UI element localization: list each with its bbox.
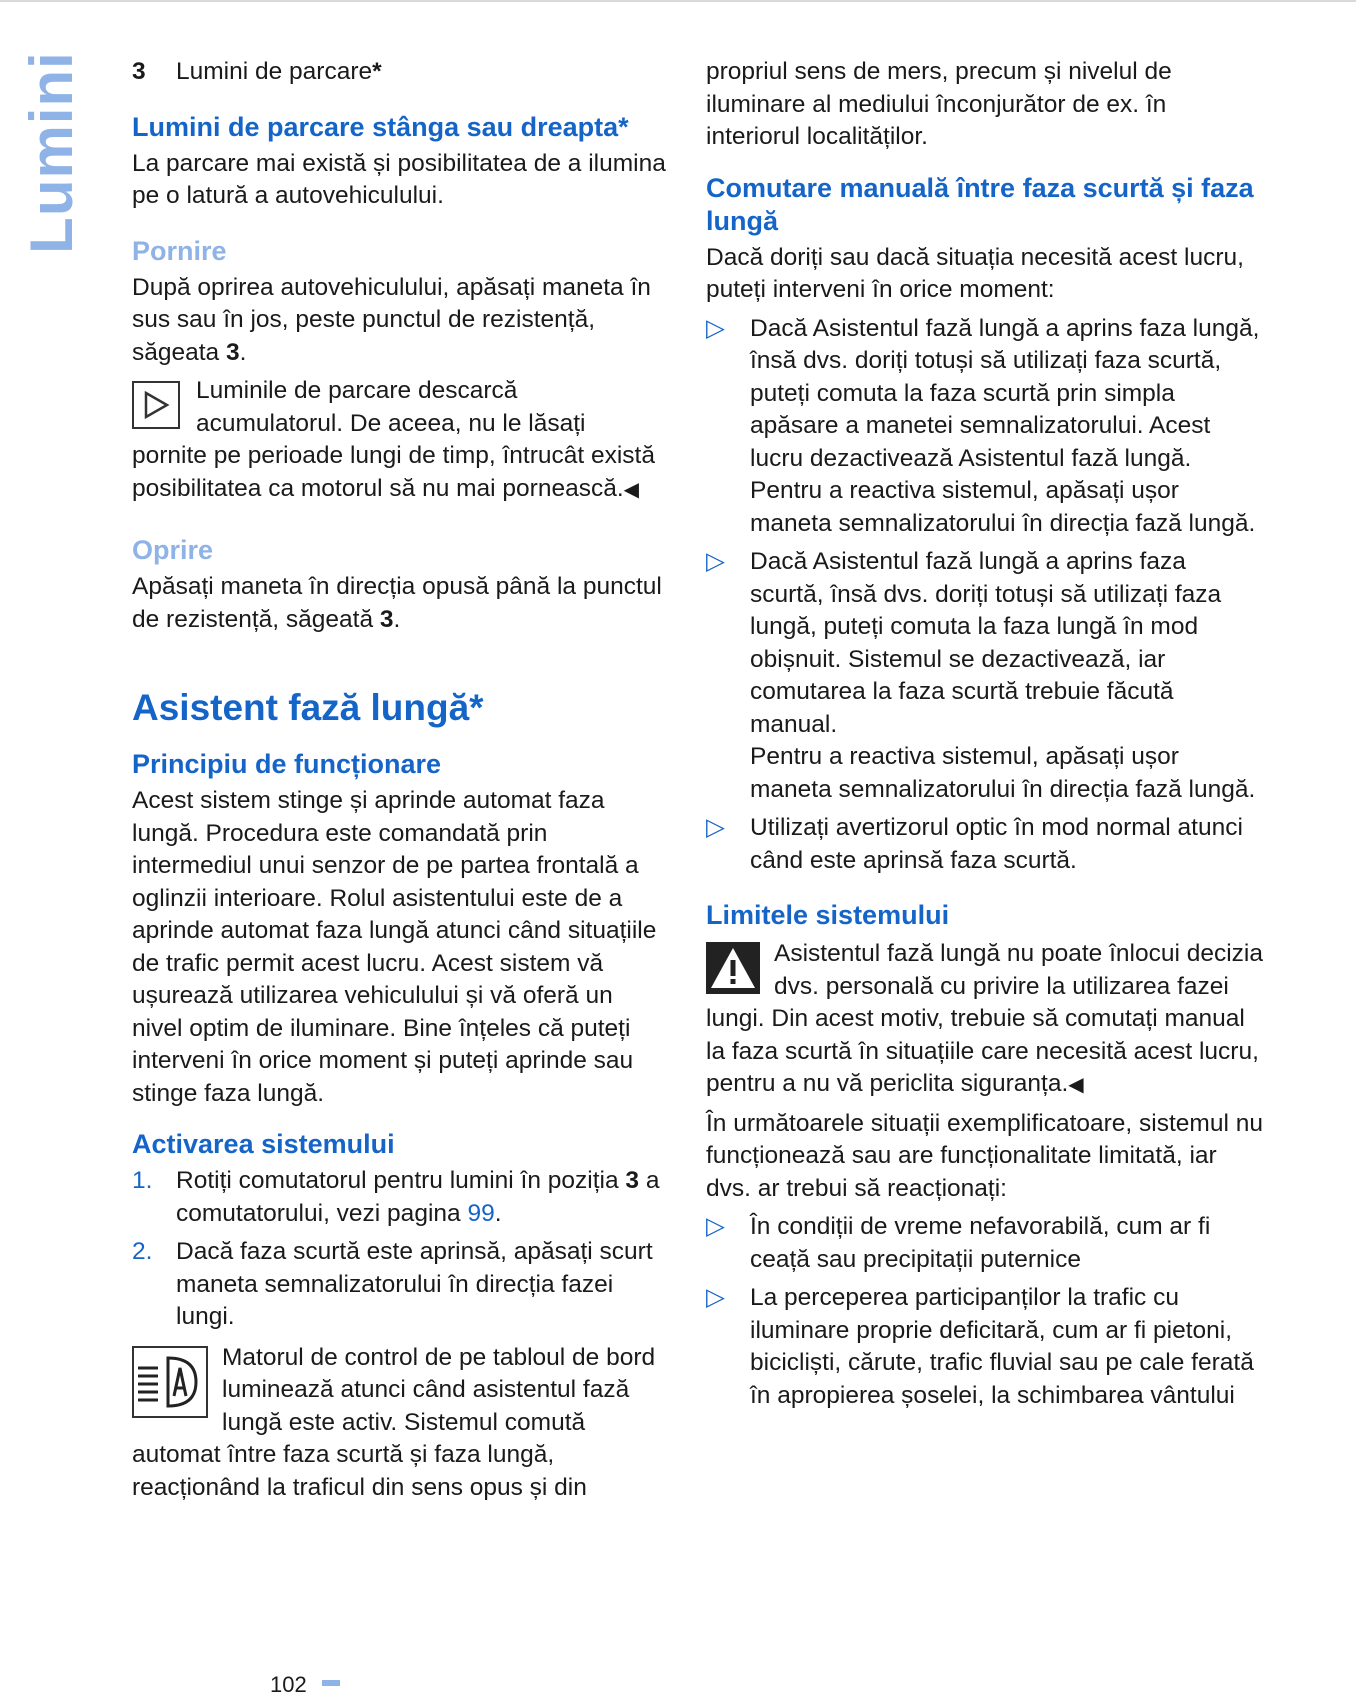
section-title-comutare: Comutare manuală între faza scurtă și faza lungă xyxy=(706,172,1254,236)
section-title-pornire: Pornire xyxy=(132,235,227,266)
page-link[interactable]: 99 xyxy=(467,1199,495,1227)
parking-side-text: La parcare mai există și posibilitatea de a ilumina pe o latură a autovehiculului. xyxy=(132,149,666,209)
note-parking-lights: Luminile de parcare descarcă acumulatorul. De aceea, nu le lăsați pornite pe perioade lungi de timp, întrucât există posibilitatea ca motorul să nu mai pornească.◀ xyxy=(132,377,655,502)
right-column xyxy=(706,56,1266,1412)
warning-note: Asistentul fază lungă nu poate înlocui decizia dvs. personală cu privire la utilizarea fazei lungi. Din acest motiv, trebuie să comutați manual la faza scurtă în situațiile care necesită acest lucru, pentru a nu vă periclita siguranța.◀ xyxy=(706,940,1263,1097)
end-mark-icon: ◀ xyxy=(623,478,640,501)
end-mark-icon: ◀ xyxy=(1068,1074,1084,1096)
section-title-activare: Activarea sistemului xyxy=(132,1129,395,1159)
chapter-tab xyxy=(17,50,85,254)
list-item: ▷ Dacă Asistentul fază lungă a aprins faza lungă, însă dvs. doriți totuși să utilizați faza scurtă, puteți comuta la faza scurtă prin simpla apăsare a manetei semnalizatorului. Acest lucru dezactivează Asistentul fază lungă. Pentru a reactiva sistemul, apăsați ușor maneta semnalizatorului în direcția fază lungă. xyxy=(706,313,1266,541)
pornire-text: După oprirea autovehiculului, apăsați maneta în sus sau în jos, peste punctul de rezistență, săgeata 3. xyxy=(132,273,651,366)
continuation-text: propriul sens de mers, precum și nivelul de iluminare al mediului înconjurător de ex. în interiorul localităților. xyxy=(706,58,1172,150)
bullet-triangle-icon: ▷ xyxy=(706,314,725,342)
section-title-parking-side: Lumini de parcare stânga sau dreapta* xyxy=(132,111,629,142)
list-item: ▷ În condiții de vreme nefavorabilă, cum ar fi ceață sau precipitații puternice xyxy=(706,1211,1266,1276)
caption-text: Lumini de parcare* xyxy=(176,58,382,85)
note-indicator-lamp: Matorul de control de pe tabloul de bord luminează atunci când asistentul fază lungă este activ. Sistemul comută automat între faza scurtă și faza lungă, reacționând la traficul din sens opus și din xyxy=(132,1343,656,1501)
list-item: 1. Rotiți comutatorul pentru lumini în poziția 3 a comutatorului, vezi pagina 99. xyxy=(132,1167,660,1227)
left-column xyxy=(132,56,667,1504)
high-beam-assist-icon xyxy=(132,1346,208,1418)
note-triangle-icon xyxy=(132,381,180,429)
list-item: 2. Dacă faza scurtă este aprinsă, apăsați scurt maneta semnalizatorului în direcția fazei lungi. xyxy=(132,1238,653,1330)
comutare-text: Dacă doriți sau dacă situația necesită acest lucru, puteți interveni în orice moment: xyxy=(706,243,1244,303)
list-item: ▷ Utilizați avertizorul optic în mod normal atunci când este aprinsă faza scurtă. xyxy=(706,812,1266,877)
bullet-triangle-icon: ▷ xyxy=(706,814,725,841)
list-item: ▷ La perceperea participanților la trafic cu iluminare proprie deficitară, cum ar fi pietoni, bicicliști, cărute, trafic fluvial sau pe cale ferată în apropierea șoselei, la schimbarea vântului xyxy=(706,1282,1266,1412)
section-title-principiu: Principiu de funcționare xyxy=(132,749,442,779)
principiu-text: Acest sistem stinge și aprinde automat faza lungă. Procedura este comandată prin intermediul unui senzor de pe partea frontală a oglinzii interioare. Rolul asistentului este de a aprinde automat faza lungă atunci când situațiile de trafic permit acest lucru. Acest sistem vă ușurează utilizarea vehiculului și vă oferă un nivel optim de iluminare. Bine înțeles că puteți interveni în orice moment și puteți aprinde sau stinge faza lungă. xyxy=(132,787,657,1107)
page-number: 102 xyxy=(270,1672,307,1697)
warning-icon xyxy=(706,942,760,994)
list-item: ▷ Dacă Asistentul fază lungă a aprins faza scurtă, însă dvs. doriți totuși să utilizați faza lungă, puteți comuta la faza lungă în mod obișnuit. Sistemul se dezactivează, iar comutarea la faza scurtă trebuie făcută manual. Pentru a reactiva sistemul, apăsați ușor maneta semnalizatorului în direcția fază lungă. xyxy=(706,546,1266,806)
section-title-limite: Limitele sistemului xyxy=(706,900,950,930)
bullet-triangle-icon: ▷ xyxy=(706,548,725,575)
caption-number: 3 xyxy=(132,58,146,85)
page-marker xyxy=(322,1680,340,1686)
main-title-high-beam-assistant: Asistent fază lungă* xyxy=(132,687,484,728)
bullet-triangle-icon: ▷ xyxy=(706,1213,725,1240)
situatii-text: În următoarele situații exemplificatoare, sistemul nu funcționează sau are funcționalitate limitată, iar dvs. ar trebui să reacționați: xyxy=(706,1109,1263,1202)
chapter-tab-label: Lumini xyxy=(17,50,85,254)
top-border xyxy=(0,0,1356,2)
figure-caption xyxy=(132,56,667,89)
oprire-text: Apăsați maneta în direcția opusă până la punctul de rezistență, săgeată 3. xyxy=(132,573,662,633)
bullet-triangle-icon: ▷ xyxy=(706,1284,725,1311)
section-title-oprire: Oprire xyxy=(132,535,214,565)
